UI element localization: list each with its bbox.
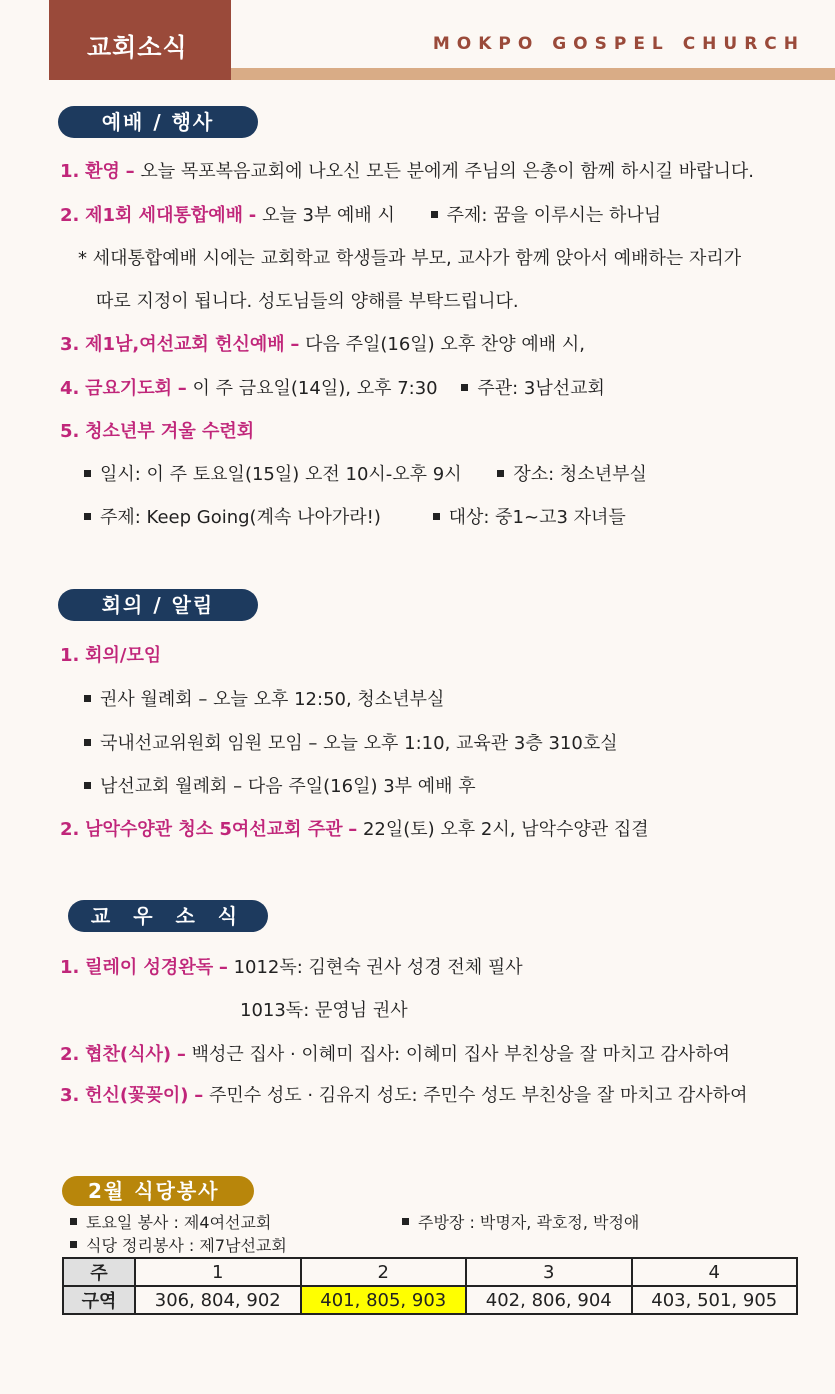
item-friday-prayer: 4. 금요기도회 – 이 주 금요일(14일), 오후 7:30 주관: 3남선교회 (60, 378, 605, 399)
bullet-icon (402, 1218, 409, 1225)
table-cell: 403, 501, 905 (632, 1286, 798, 1314)
item-dedication-worship: 3. 제1남,여선교회 헌신예배 – 다음 주일(16일) 오후 찬양 예배 시, (60, 334, 586, 355)
bullet-icon (84, 470, 91, 477)
table-cell: 402, 806, 904 (466, 1286, 632, 1314)
meeting-deaconess: 권사 월례회 – 오늘 오후 12:50, 청소년부실 (84, 685, 444, 711)
item-retreat-cleaning: 2. 남악수양관 청소 5여선교회 주관 – 22일(토) 오후 2시, 남악수양관 집결 (60, 819, 649, 840)
bullet-icon (70, 1241, 77, 1248)
section-title-meetings: 회의 / 알림 (58, 589, 258, 621)
bible-relay-second: 1013독: 문영님 권사 (240, 1000, 408, 1021)
item-youth-retreat: 5. 청소년부 겨울 수련회 (60, 421, 255, 442)
item-meetings: 1. 회의/모임 (60, 645, 162, 666)
note-line-2: 따로 지정이 됩니다. 성도님들의 양해를 부탁드립니다. (96, 291, 519, 312)
header-stripe (231, 68, 835, 80)
saturday-service: 토요일 봉사 : 제4여선교회 (70, 1210, 271, 1233)
item-bible-relay: 1. 릴레이 성경완독 – 1012독: 김현숙 권사 성경 전체 필사 (60, 957, 523, 978)
retreat-schedule: 일시: 이 주 토요일(15일) 오전 10시-오후 9시 장소: 청소년부실 (84, 460, 647, 486)
table-cell: 306, 804, 902 (135, 1286, 301, 1314)
top-bar (0, 0, 835, 82)
item-welcome: 1. 환영 – 오늘 목포복음교회에 나오신 모든 분에게 주님의 은총이 함께 하시길 바랍니다. (60, 161, 754, 182)
item-meal-sponsor: 2. 협찬(식사) – 백성근 집사 · 이혜미 집사: 이혜미 집사 부친상을 잘 마치고 감사하여 (60, 1044, 731, 1065)
bullet-icon (84, 782, 91, 789)
church-brand: MOKPO GOSPEL CHURCH (432, 34, 805, 54)
bullet-icon (433, 513, 440, 520)
bullet-icon (84, 513, 91, 520)
table-cell-highlighted: 401, 805, 903 (301, 1286, 467, 1314)
head-cooks: 주방장 : 박명자, 곽호정, 박정애 (402, 1210, 639, 1233)
section-tab: 교회소식 (49, 0, 231, 80)
meeting-missions: 국내선교위원회 임원 모임 – 오늘 오후 1:10, 교육관 3층 310호실 (84, 729, 618, 755)
table-header-week: 주 (63, 1258, 135, 1286)
item-integrated-worship: 2. 제1회 세대통합예배 - 오늘 3부 예배 시 주제: 꿈을 이루시는 하나님 (60, 205, 662, 226)
table-row (63, 1286, 797, 1314)
bullet-icon (84, 739, 91, 746)
section-title-worship: 예배 / 행사 (58, 106, 258, 138)
bullet-icon (461, 384, 468, 391)
kitchen-service-table (62, 1257, 798, 1315)
cleanup-service: 식당 정리봉사 : 제7남선교회 (70, 1233, 287, 1256)
bullet-icon (70, 1218, 77, 1225)
section-title-member-news: 교 우 소 식 (68, 900, 268, 932)
table-header-area: 구역 (63, 1286, 135, 1314)
meeting-mens: 남선교회 월례회 – 다음 주일(16일) 3부 예배 후 (84, 772, 476, 798)
note-line-1: * 세대통합예배 시에는 교회학교 학생들과 부모, 교사가 함께 앉아서 예배하는 자리가 (78, 248, 742, 269)
table-cell: 3 (466, 1258, 632, 1286)
table-cell: 1 (135, 1258, 301, 1286)
table-cell: 2 (301, 1258, 467, 1286)
item-flower-offering: 3. 헌신(꽃꽂이) – 주민수 성도 · 김유지 성도: 주민수 성도 부친상을 잘 마치고 감사하여 (60, 1085, 748, 1106)
bullet-icon (497, 470, 504, 477)
section-title-kitchen-service: 2월 식당봉사 (62, 1176, 254, 1206)
retreat-theme: 주제: Keep Going(계속 나아가라!) 대상: 중1~고3 자녀들 (84, 503, 626, 529)
table-cell: 4 (632, 1258, 798, 1286)
bullet-icon (431, 211, 438, 218)
bullet-icon (84, 695, 91, 702)
table-row (63, 1258, 797, 1286)
